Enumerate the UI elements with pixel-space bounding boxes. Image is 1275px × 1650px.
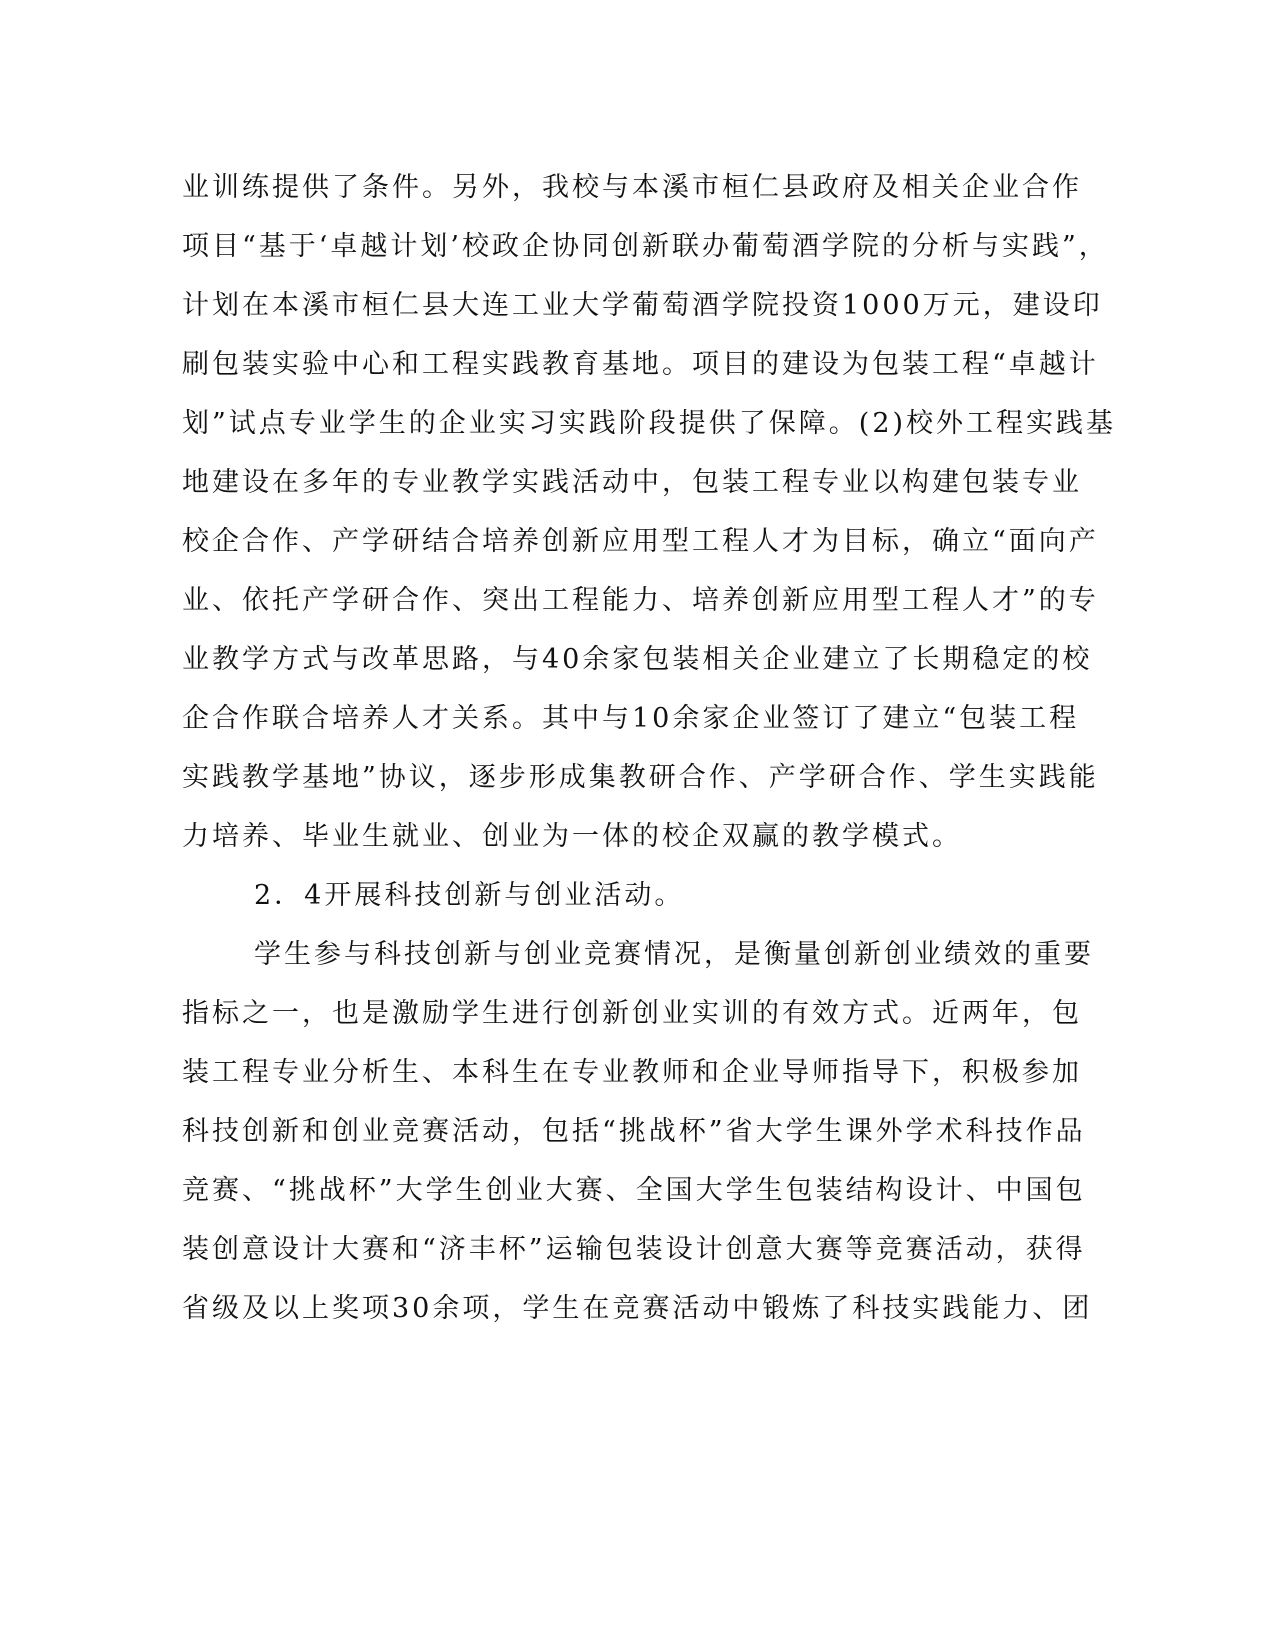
text-line: 企合作联合培养人才关系。其中与10余家企业签订了建立“包装工程 <box>182 703 1080 734</box>
section-heading-text: 2．4开展科技创新与创业活动。 <box>254 880 685 911</box>
text-line: 校企合作、产学研结合培养创新应用型工程人才为目标，确立“面向产 <box>182 526 1099 557</box>
text-line: 竞赛、“挑战杯”大学生创业大赛、全国大学生包装结构设计、中国包 <box>182 1175 1086 1206</box>
text-line: 实践教学基地”协议，逐步形成集教研合作、产学研合作、学生实践能 <box>182 762 1099 793</box>
text-line: 力培养、毕业生就业、创业为一体的校企双赢的教学模式。 <box>182 821 962 852</box>
text-line: 省级及以上奖项30余项，学生在竞赛活动中锻炼了科技实践能力、团 <box>182 1293 1093 1324</box>
text-line: 学生参与科技创新与创业竞赛情况，是衡量创新创业绩效的重要 <box>254 939 1094 970</box>
text-line: 项目“基于‘卓越计划’校政企协同创新联办葡萄酒学院的分析与实践”， <box>182 231 1109 262</box>
text-line: 装工程专业分析生、本科生在专业教师和企业导师指导下，积极参加 <box>182 1057 1082 1088</box>
section-heading <box>182 866 1042 925</box>
text-line: 装创意设计大赛和“济丰杯”运输包装设计创意大赛等竞赛活动，获得 <box>182 1234 1086 1265</box>
text-line: 业训练提供了条件。另外，我校与本溪市桓仁县政府及相关企业合作 <box>182 172 1082 203</box>
paragraph-practice-bases <box>182 158 1117 866</box>
text-line: 指标之一，也是激励学生进行创新创业实训的有效方式。近两年，包 <box>182 998 1082 1029</box>
text-line: 业教学方式与改革思路，与40余家包装相关企业建立了长期稳定的校 <box>182 644 1093 675</box>
text-line: 刷包装实验中心和工程实践教育基地。项目的建设为包装工程“卓越计 <box>182 349 1099 380</box>
text-line: 计划在本溪市桓仁县大连工业大学葡萄酒学院投资1000万元，建设印 <box>182 290 1103 321</box>
text-line: 地建设在多年的专业教学实践活动中，包装工程专业以构建包装专业 <box>182 467 1082 498</box>
paragraph-competitions <box>182 925 1094 1338</box>
document-body <box>182 158 1117 1338</box>
text-line: 科技创新和创业竞赛活动，包括“挑战杯”省大学生课外学术科技作品 <box>182 1116 1086 1147</box>
text-line: 业、依托产学研合作、突出工程能力、培养创新应用型工程人才”的专 <box>182 585 1099 616</box>
text-line: 划”试点专业学生的企业实习实践阶段提供了保障。(2)校外工程实践基 <box>182 408 1117 439</box>
